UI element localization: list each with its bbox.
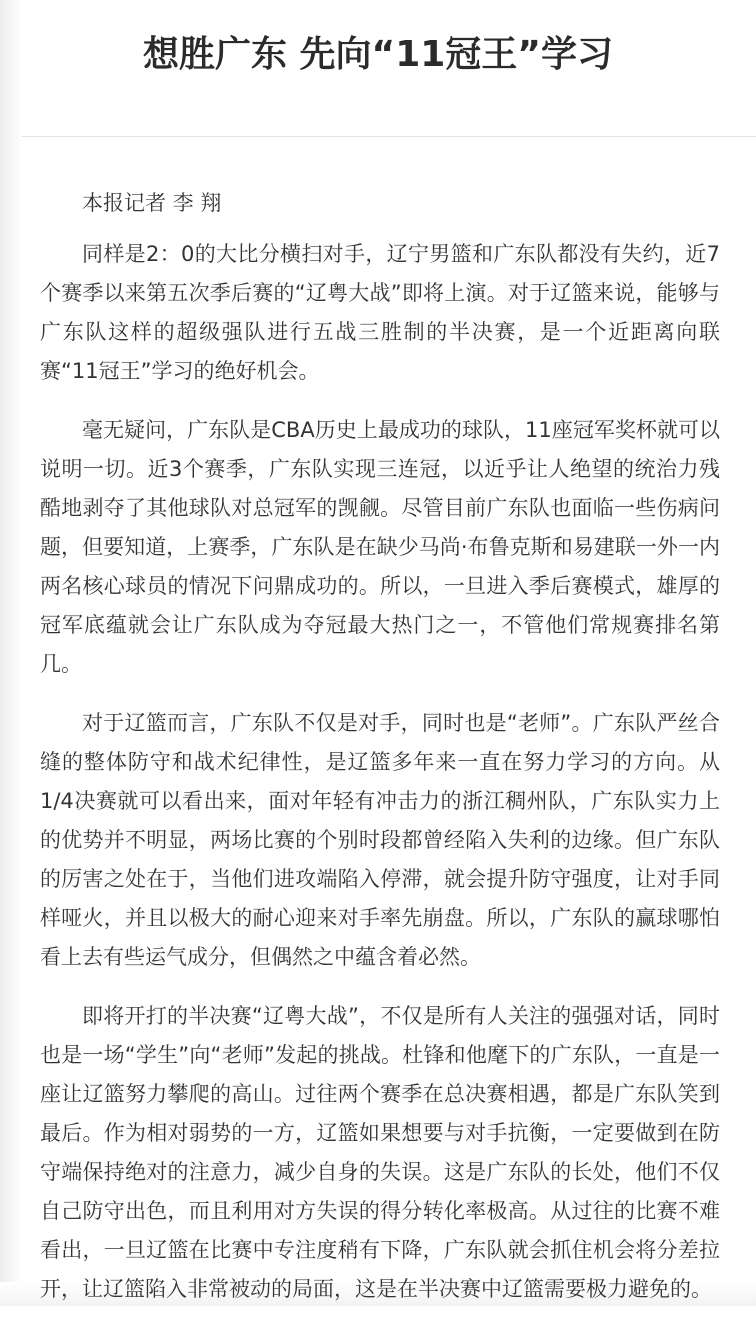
- paragraph-4: 即将开打的半决赛“辽粤大战”，不仅是所有人关注的强强对话，同时也是一场“学生”向“老师”发起的挑战。杜锋和他麾下的广东队，一直是一座让辽篮努力攀爬的高山。过往两个赛季在总决赛相遇，都是广东队笑到最后。作为相对弱势的一方，辽篮如果想要与对手抗衡，一定要做到在防守端保持绝对的注意力，减少自身的失误。这是广东队的长处，他们不仅自己防守出色，而且利用对方失误的得分转化率极高。从过往的比赛不难看出，一旦辽篮在比赛中专注度稍有下降，广东队就会抓住机会将分差拉开，让辽篮陷入非常被动的局面，这是在半决赛中辽篮需要极力避免的。: [40, 1004, 720, 1301]
- title-divider: [22, 136, 756, 137]
- paragraph-2: 毫无疑问，广东队是CBA历史上最成功的球队，11座冠军奖杯就可以说明一切。近3个赛季，广东队实现三连冠，以近乎让人绝望的统治力残酷地剥夺了其他球队对总冠军的觊觎。尽管目前广东队也面临一些伤病问题，但要知道，上赛季，广东队是在缺少马尚·布鲁克斯和易建联一外一内两名核心球员的情况下问鼎成功的。所以，一旦进入季后赛模式，雄厚的冠军底蕴就会让广东队成为夺冠最大热门之一，不管他们常规赛排名第几。: [40, 418, 720, 676]
- article-body: [40, 184, 720, 1329]
- paragraph-1: 同样是2：0的大比分横扫对手，辽宁男篮和广东队都没有失约，近7个赛季以来第五次季后赛的“辽粤大战”即将上演。对于辽篮来说，能够与广东队这样的超级强队进行五战三胜制的半决赛，是一个近距离向联赛“11冠王”学习的绝好机会。: [40, 242, 720, 383]
- byline: 本报记者 李 翔: [82, 191, 222, 215]
- paragraph-3: 对于辽篮而言，广东队不仅是对手，同时也是“老师”。广东队严丝合缝的整体防守和战术纪律性，是辽篮多年来一直在努力学习的方向。从1/4决赛就可以看出来，面对年轻有冲击力的浙江稠州队，广东队实力上的优势并不明显，两场比赛的个别时段都曾经陷入失利的边缘。但广东队的厉害之处在于，当他们进攻端陷入停滞，就会提升防守强度，让对手同样哑火，并且以极大的耐心迎来对手率先崩盘。所以，广东队的赢球哪怕看上去有些运气成分，但偶然之中蕴含着必然。: [40, 711, 720, 969]
- article-title: 想胜广东 先向“11冠王”学习: [143, 34, 613, 75]
